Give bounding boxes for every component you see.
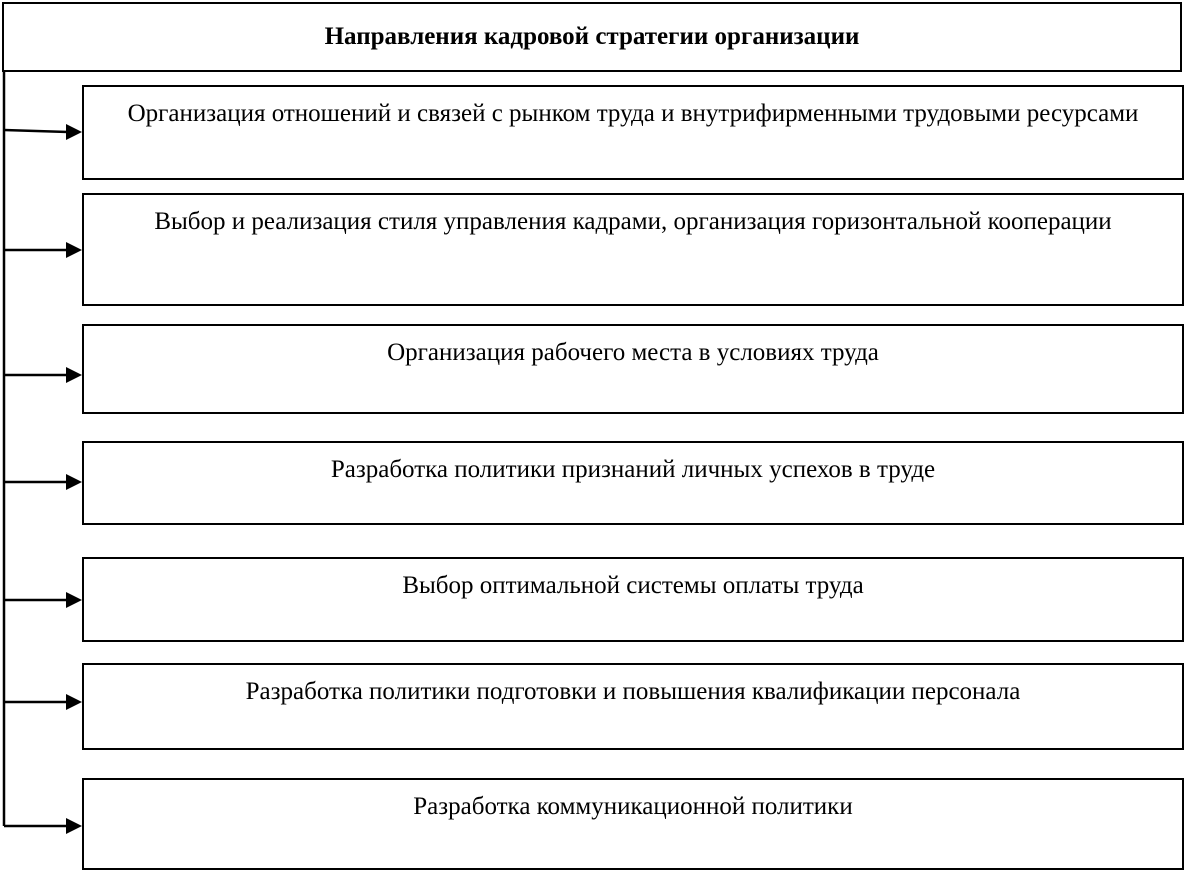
strategy-item-box-2 <box>82 193 1184 306</box>
strategy-item-text-6: Разработка политики подготовки и повышения квалификации персонала <box>245 678 1021 705</box>
strategy-item-box-5 <box>82 557 1184 642</box>
strategy-item-box-4 <box>82 441 1184 525</box>
arrow-4 <box>4 474 82 490</box>
strategy-item-text-4: Разработка политики признаний личных успехов в труде <box>330 456 936 483</box>
arrow-6 <box>4 694 82 710</box>
diagram-title: Направления кадровой стратегии организации <box>324 23 860 50</box>
arrow-7 <box>4 818 82 834</box>
strategy-item-text-5: Выбор оптимальной системы оплаты труда <box>402 572 864 599</box>
strategy-item-box-7 <box>82 778 1184 870</box>
arrow-5 <box>4 592 82 608</box>
strategy-item-text-3: Организация рабочего места в условиях труда <box>387 339 879 366</box>
strategy-item-text-2: Выбор и реализация стиля управления кадрами, организация горизонтальной кооперации <box>154 208 1112 235</box>
strategy-item-box-1 <box>82 85 1184 180</box>
arrow-1 <box>4 124 82 140</box>
arrow-3 <box>4 367 82 383</box>
strategy-item-text-1: Организация отношений и связей с рынком труда и внутрифирменными трудовыми ресурсами <box>127 100 1139 127</box>
strategy-item-box-6 <box>82 663 1184 750</box>
arrow-2 <box>4 242 82 258</box>
strategy-item-text-7: Разработка коммуникационной политики <box>413 793 853 820</box>
strategy-item-box-3 <box>82 324 1184 414</box>
